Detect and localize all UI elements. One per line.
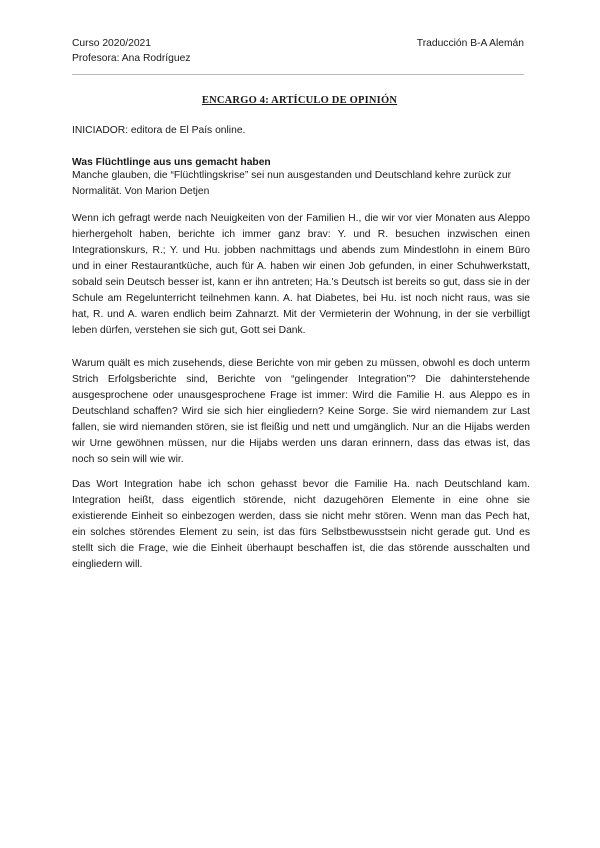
article-paragraph-1 <box>72 211 530 339</box>
teacher-label: Profesora: Ana Rodríguez <box>72 53 191 64</box>
initiator-line: INICIADOR: editora de El País online. <box>72 125 246 136</box>
course-label: Curso 2020/2021 <box>72 38 152 49</box>
header-divider <box>72 74 524 75</box>
paragraph-text: Das Wort Integration habe ich schon gehasst bevor die Familie Ha. nach Deutschland kam. Integration heißt, dass eigentlich störende, nicht dazugehören Elemente in eine ohne sie existierende Einheit so einbezogen werden, dass sie nicht mehr stören. Wenn man das Pech hat, ein solches störendes Element zu sein, ist das fürs Selbstbewusstsein nicht gerade gut. Und es stellt sich die Frage, wie die Einheit überhaupt beschaffen ist, die das störende ausschalten und eingliedern will. <box>72 479 530 570</box>
article-paragraph-2 <box>72 356 530 468</box>
header-left <box>72 36 191 66</box>
paragraph-text: Warum quält es mich zusehends, diese Berichte von mir geben zu müssen, obwohl es doch unterm Strich Erfolgsberichte sind, Berichte von “gelingender Integration”? Die dahinterstehende ausgesprochene oder unausgesprochene Frage ist immer: Wird die Familie H. aus Aleppo es in Deutschland schaffen? Wird sie sich hier eingliedern? Keine Sorge. Sie wird niemandem zur Last fallen, sie wird niemanden stören, sie ist fleißig und nett und umgänglich. Nur an die Hijabs werden wir Urne gewöhnen müssen, nur die Hijabs werden uns daran erinnern, dass das etwas ist, das noch so sein will wie wir. <box>72 358 530 465</box>
paragraph-text: Wenn ich gefragt werde nach Neuigkeiten von der Familien H., die wir vor vier Monaten aus Aleppo hierhergeholt haben, berichte ich immer ganz brav: Y. und R. besuchen inzwischen einen Integrationskurs, R.; Y. und Hu. jobben nachmittags und abends zum Mindestlohn in einem Büro und in einer Restaurantküche, auch für A. haben wir einen Job gefunden, in einer Schuhwerkstatt, sobald sein Deutsch besser ist, kann er ihn antreten; Ha.'s Deutsch ist bereits so gut, dass sie in der Schule am Regelunterricht teilnehmen kann. A. hat Diabetes, bei Hu. ist noch nicht raus, was sie hat, R. und A. waren endlich beim Zahnarzt. Mit der Vermieterin der Wohnung, in der sie verbilligt leben dürfen, verstehen sie sich gut, Gott sei Dank. <box>72 213 530 336</box>
page-title: ENCARGO 4: ARTÍCULO DE OPINIÓN <box>201 95 398 106</box>
article-paragraph-3 <box>72 477 530 573</box>
article-headline: Was Flüchtlinge aus uns gemacht haben <box>72 157 271 168</box>
subject-label: Traducción B-A Alemán <box>416 38 524 49</box>
article-lead: Manche glauben, die “Flüchtlingskrise” sei nun ausgestanden und Deutschland kehre zurück zur Normalität. Von Marion Detjen <box>72 170 512 197</box>
